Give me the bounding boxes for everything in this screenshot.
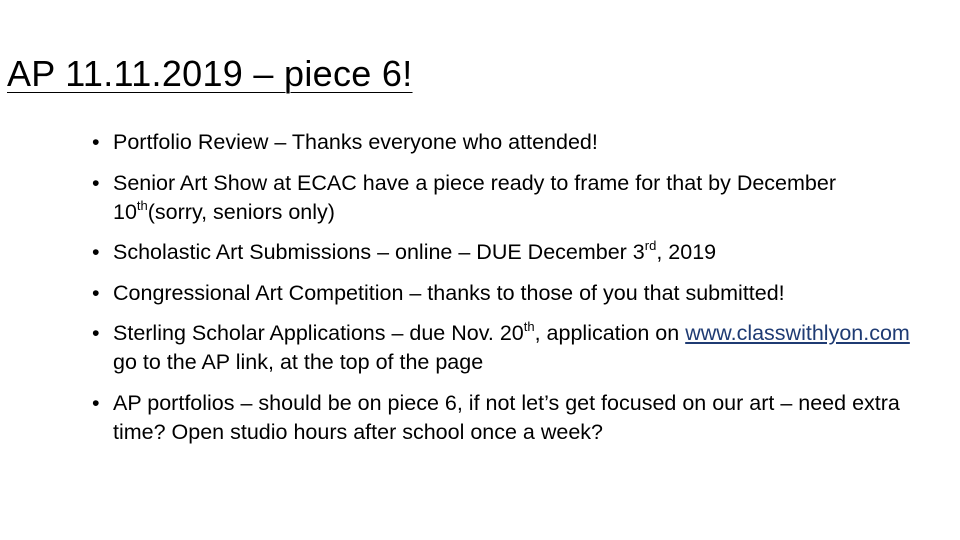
bullet-text-mid: , application on [534, 321, 686, 345]
bullet-text-after: , 2019 [656, 240, 717, 264]
bullet-sterling-scholar [92, 319, 922, 377]
bullet-text-after: go to the AP link, at the top of the page [113, 350, 484, 374]
bullet-dot: • [92, 321, 100, 345]
bullet-dot: • [92, 170, 100, 195]
bullet-scholastic-art [92, 238, 922, 267]
bullet-text: Portfolio Review – Thanks everyone who attended! [113, 130, 598, 154]
bullet-superscript: rd [644, 238, 657, 253]
bullet-text: AP portfolios – should be on piece 6, if not let’s get focused on our art – need extra time? Open studio hours after school once a week? [113, 390, 900, 444]
bullet-text: Sterling Scholar Applications – due Nov. 20 [113, 321, 524, 345]
bullet-text: Senior Art Show at ECAC have a piece ready to frame for that by December 10 [113, 170, 836, 224]
bullet-dot: • [92, 390, 100, 415]
bullet-superscript: th [523, 319, 535, 334]
bullet-text-after: (sorry, seniors only) [147, 199, 335, 224]
bullet-dot: • [92, 240, 100, 264]
bullet-portfolio-review [92, 128, 922, 157]
bullet-superscript: th [136, 197, 148, 213]
bullet-dot: • [92, 130, 100, 154]
bullet-dot: • [92, 280, 100, 305]
bullet-congressional-art [92, 279, 922, 308]
slide-title: AP 11.11.2019 – piece 6! [7, 53, 413, 94]
classwithlyon-link[interactable]: www.classwithlyon.com [685, 321, 910, 345]
bullet-list [92, 128, 922, 458]
bullet-text: Congressional Art Competition – thanks to those of you that submitted! [113, 280, 785, 305]
bullet-text: Scholastic Art Submissions – online – DUE December 3 [113, 240, 645, 264]
bullet-senior-art-show [92, 169, 922, 227]
bullet-ap-portfolios [92, 389, 922, 447]
